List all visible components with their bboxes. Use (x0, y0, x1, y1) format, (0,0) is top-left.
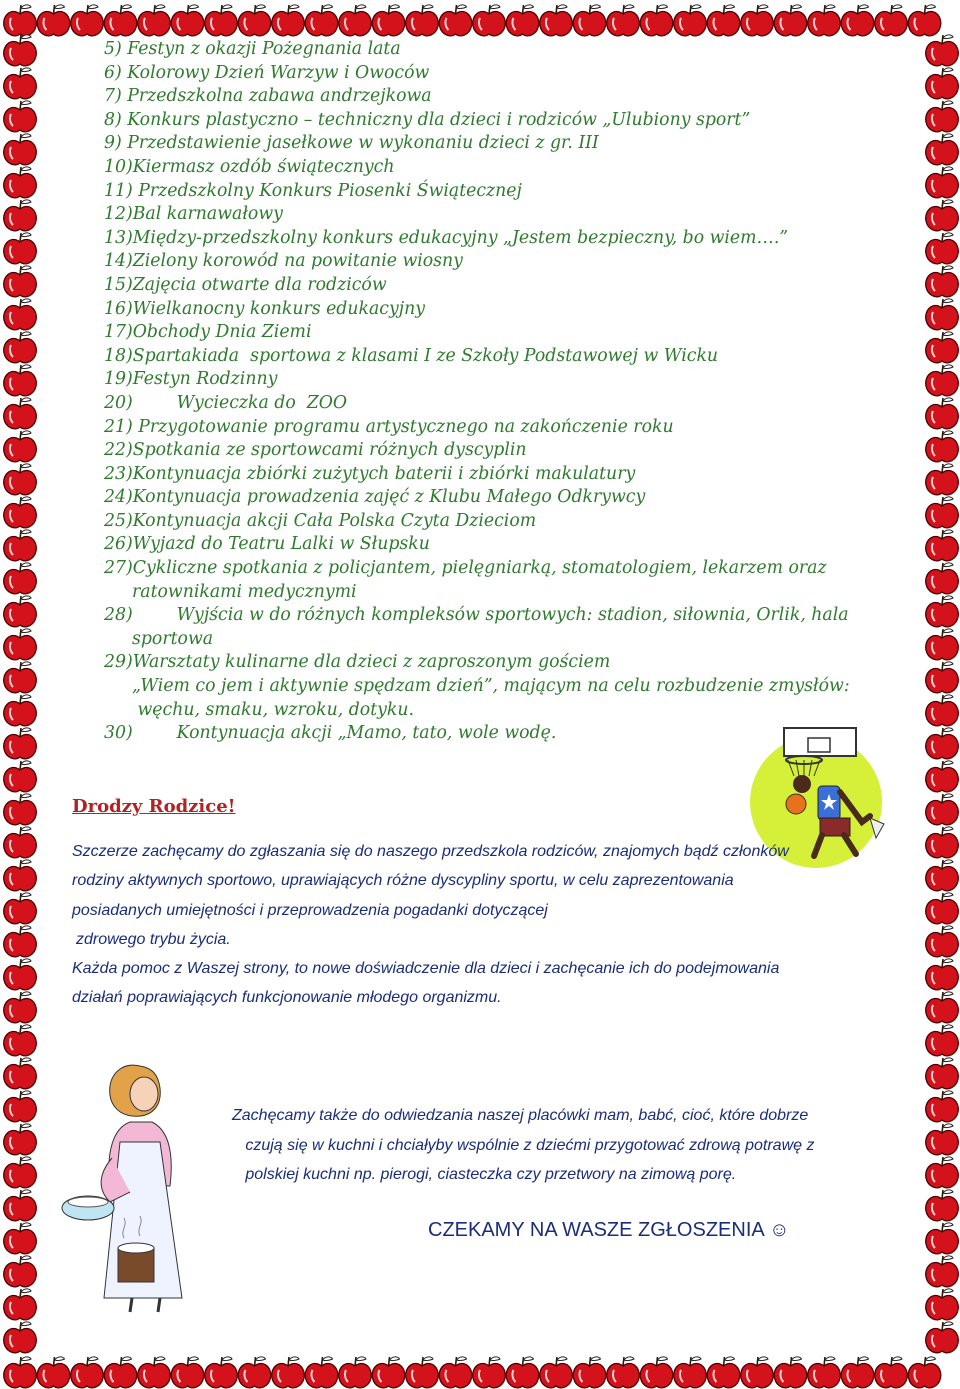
invite-line: polskiej kuchni np. pierogi, ciasteczka czy przetwory na zimową porę. (232, 1166, 737, 1183)
paragraph-line: działań poprawiających funkcjonowanie młodego organizmu. (72, 989, 502, 1007)
activity-text: 5) Festyn z okazji Pożegnania lata (104, 39, 401, 59)
activity-item (104, 85, 934, 109)
activity-continuation: węchu, smaku, wzroku, dotyku. (132, 699, 415, 720)
activity-text: 18)Spartakiada sportowa z klasami I ze Szkoły Podstawowej w Wicku (104, 345, 719, 366)
activity-text: 25)Kontynuacja akcji Cała Polska Czyta Dzieciom (104, 510, 537, 531)
activity-item (104, 62, 934, 86)
activity-item (104, 38, 934, 62)
activity-text: 16)Wielkanocny konkurs edukacyjny (104, 298, 425, 319)
activity-item (104, 132, 934, 156)
invitation-paragraph (72, 837, 902, 1013)
activity-text: 9) Przedstawienie jasełkowe w wykonaniu dzieci z gr. III (104, 133, 599, 154)
activity-continuation: ratownikami medycznymi (132, 581, 357, 602)
activity-text: 28) Wyjścia w do różnych kompleksów sportowych: stadion, siłownia, Orlik, hala (104, 605, 849, 626)
activity-item (104, 533, 934, 557)
activity-text: 15)Zajęcia otwarte dla rodziców (104, 274, 387, 295)
activity-item (104, 321, 934, 345)
greeting-heading: Drodzy Rodzice! (72, 796, 236, 817)
activity-text: 11) Przedszkolny Konkurs Piosenki Świątecznej (104, 180, 522, 201)
activity-text: 23)Kontynuacja zbiórki zużytych baterii i zbiórki makulatury (104, 463, 636, 484)
activity-text: 19)Festyn Rodzinny (104, 369, 278, 390)
activity-continuation: „Wiem co jem i aktywnie spędzam dzień”, mającym na celu rozbudzenie zmysłów: (132, 676, 850, 697)
cooking-invitation (232, 1101, 932, 1190)
activity-text: 13)Między-przedszkolny konkurs edukacyjny „Jestem bezpieczny, bo wiem….” (104, 227, 789, 248)
activity-item (104, 439, 934, 463)
activity-item (104, 298, 934, 322)
activity-text: 29)Warsztaty kulinarne dla dzieci z zaproszonym gościem (104, 652, 611, 673)
activity-item (104, 274, 934, 298)
activity-item (104, 604, 934, 651)
activity-item (104, 463, 934, 487)
activity-item (104, 510, 934, 534)
activity-item (104, 557, 934, 604)
invite-line: czują się w kuchni i chciałyby wspólnie z dziećmi przygotować zdrową potrawę z (232, 1136, 815, 1154)
activity-text: 26)Wyjazd do Teatru Lalki w Słupsku (104, 534, 430, 555)
activity-text: 12)Bal karnawałowy (104, 204, 283, 225)
activity-text: 8) Konkurs plastyczno – techniczny dla dzieci i rodziców „Ulubiony sport” (104, 109, 751, 130)
activity-text: 21) Przygotowanie programu artystycznego na zakończenie roku (104, 416, 674, 437)
activity-item (104, 368, 934, 392)
activity-list (104, 38, 934, 746)
activity-item (104, 486, 934, 510)
activity-item (104, 109, 934, 133)
activity-text: 30) Kontynuacja akcji „Mamo, tato, wole wodę. (104, 723, 557, 744)
activity-text: 10)Kiermasz ozdób świątecznych (104, 156, 395, 177)
closing-message: CZEKAMY NA WASZE ZGŁOSZENIA ☺ (428, 1219, 790, 1241)
activity-text: 27)Cykliczne spotkania z policjantem, pielęgniarką, stomatologiem, lekarzem oraz (104, 558, 827, 579)
paragraph-line: zdrowego trybu życia. (76, 930, 231, 948)
activity-continuation: sportowa (132, 628, 214, 649)
activity-item (104, 651, 934, 722)
activity-text: 7) Przedszkolna zabawa andrzejkowa (104, 86, 432, 107)
paragraph-line: rodziny aktywnych sportowo, uprawiających różne dyscypliny sportu, w celu zaprezentowania (72, 872, 734, 890)
paragraph-line: Każda pomoc z Waszej strony, to nowe doświadczenie dla dzieci i zachęcanie ich do podejmowania (72, 960, 780, 978)
activity-item (104, 416, 934, 440)
activity-item (104, 203, 934, 227)
activity-text: 20) Wycieczka do ZOO (104, 392, 348, 413)
activity-text: 17)Obchody Dnia Ziemi (104, 322, 312, 343)
activity-text: 24)Kontynuacja prowadzenia zajęć z Klubu Małego Odkrywcy (104, 487, 646, 508)
activity-text: 6) Kolorowy Dzień Warzyw i Owoców (104, 62, 430, 83)
activity-item (104, 156, 934, 180)
invite-line: Zachęcamy także do odwiedzania naszej placówki mam, babć, cioć, które dobrze (232, 1107, 809, 1124)
paragraph-line: Szczerze zachęcamy do zgłaszania się do naszego przedszkola rodziców, znajomych bądź członków (72, 843, 789, 860)
activity-text: 14)Zielony korowód na powitanie wiosny (104, 251, 463, 272)
activity-item (104, 227, 934, 251)
paragraph-line: posiadanych umiejętności i przeprowadzenia pogadanki dotyczącej (72, 901, 548, 919)
activity-item (104, 250, 934, 274)
activity-item (104, 345, 934, 369)
activity-item (104, 180, 934, 204)
activity-item (104, 392, 934, 416)
activity-text: 22)Spotkania ze sportowcami różnych dyscyplin (104, 440, 527, 461)
